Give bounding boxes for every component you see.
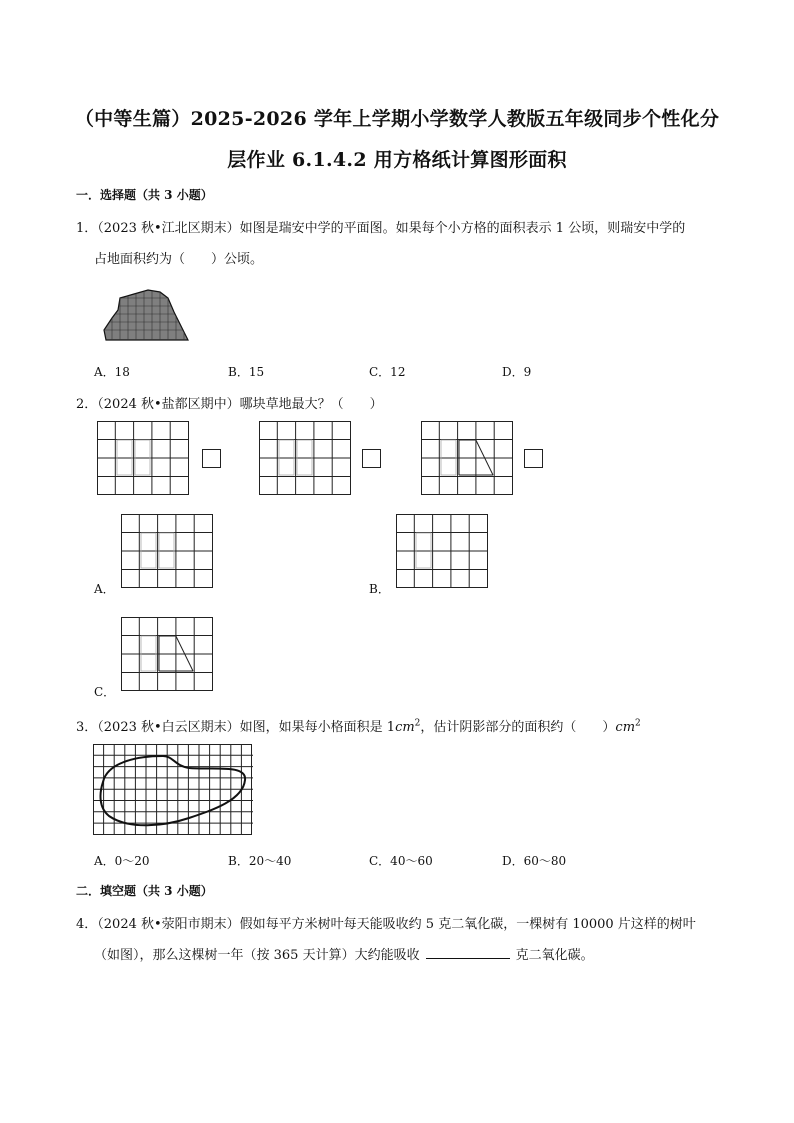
- q2-option-c-label[interactable]: C．: [94, 685, 116, 699]
- question-4-text-line1: 4．（2024 秋•荥阳市期末）假如每平方米树叶每天能吸收约 5 克二氧化碳，一棵树有 10000 片这样的树叶: [76, 917, 696, 932]
- q3-unit-2-sup: 2: [635, 718, 641, 729]
- q2-option-a-grid[interactable]: [121, 514, 213, 588]
- q3-option-b[interactable]: B．20～40: [228, 854, 292, 868]
- q2-lawn-grid-3: [421, 421, 513, 495]
- section-heading-choice: 一．选择题（共 3 小题）: [76, 188, 213, 202]
- q2-option-b-grid[interactable]: [396, 514, 488, 588]
- q1-option-a[interactable]: A．18: [94, 365, 130, 379]
- q4-answer-blank[interactable]: [426, 946, 510, 959]
- q1-option-b[interactable]: B．15: [228, 365, 265, 379]
- q3-option-a[interactable]: A．0～20: [94, 854, 150, 868]
- q3-unit-2: cm: [615, 720, 636, 735]
- question-1-text-line2: 占地面积约为（ ）公顷。: [94, 252, 264, 267]
- question-4-text-line2: [94, 944, 594, 963]
- q3-shaded-shape-grid: [93, 744, 253, 835]
- q2-answer-box-3[interactable]: [524, 449, 543, 468]
- q3-unit-1-sup: 2: [414, 718, 421, 729]
- question-1-text-line1: 1．（2023 秋•江北区期末）如图是瑞安中学的平面图。如果每个小方格的面积表示 1 公顷，则瑞安中学的: [76, 221, 686, 236]
- question-3-text: [76, 716, 641, 735]
- q2-option-c-grid[interactable]: [121, 617, 213, 691]
- q2-answer-box-1[interactable]: [202, 449, 221, 468]
- q3-text-middle: ，估计阴影部分的面积约（ ）: [420, 720, 616, 735]
- q3-option-d[interactable]: D．60～80: [502, 854, 567, 868]
- section-heading-fill-in: 二．填空题（共 3 小题）: [76, 884, 213, 898]
- q1-campus-grid-figure: [104, 290, 190, 346]
- q2-option-b-label[interactable]: B．: [369, 582, 390, 596]
- q4-text-before-blank: （如图），那么这棵树一年（按 365 天计算）大约能吸收: [94, 948, 420, 963]
- q4-text-after-blank: 克二氧化碳。: [515, 948, 594, 963]
- question-2-text: 2．（2024 秋•盐都区期中）哪块草地最大？（ ）: [76, 397, 383, 412]
- q2-lawn-grid-1: [97, 421, 189, 495]
- q1-option-c[interactable]: C．12: [369, 365, 406, 379]
- q3-text-prefix: 3．（2023 秋•白云区期末）如图，如果每小格面积是 1: [76, 720, 396, 735]
- document-title-line1: （中等生篇）2025-2026 学年上学期小学数学人教版五年级同步个性化分: [74, 108, 720, 130]
- q2-answer-box-2[interactable]: [362, 449, 381, 468]
- q1-option-d[interactable]: D．9: [502, 365, 532, 379]
- q2-option-a-label[interactable]: A．: [94, 582, 115, 596]
- q2-lawn-grid-2: [259, 421, 351, 495]
- q3-option-c[interactable]: C．40～60: [369, 854, 433, 868]
- document-title-line2: 层作业 6.1.4.2 用方格纸计算图形面积: [227, 149, 567, 171]
- q3-unit-1: cm: [395, 720, 415, 735]
